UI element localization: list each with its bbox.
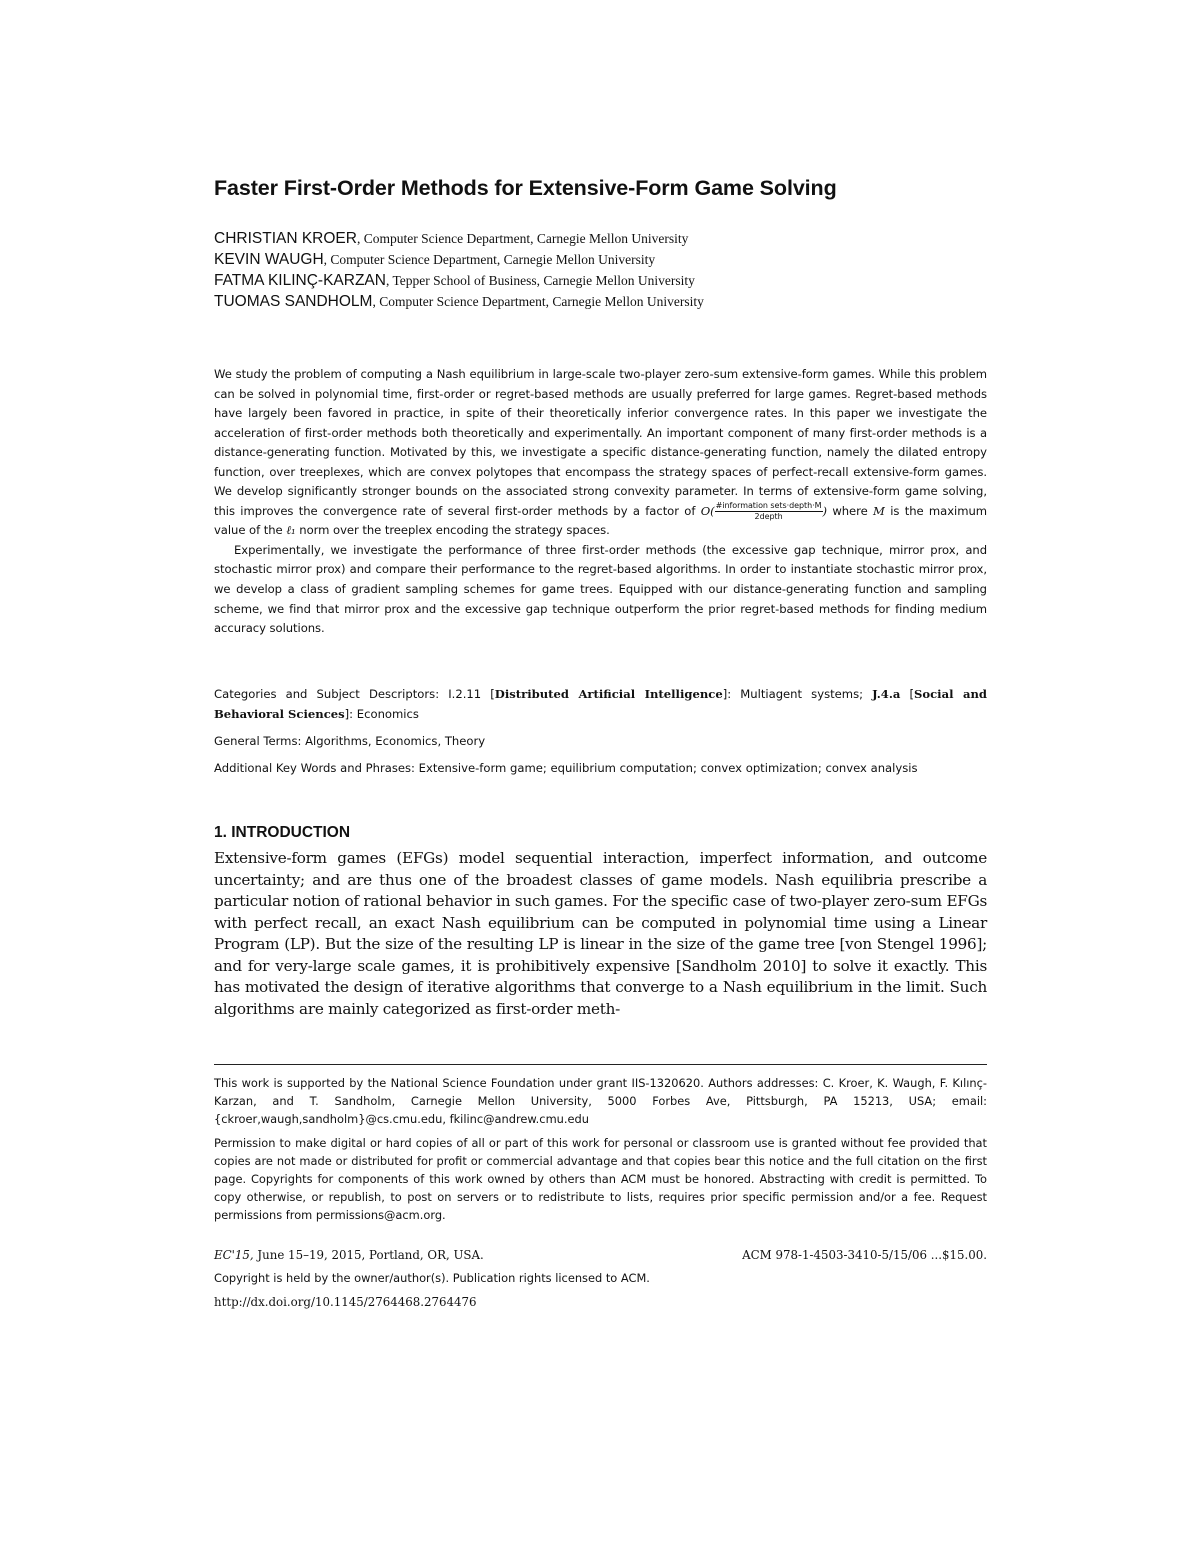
fraction-numerator: #information sets·depth·M xyxy=(715,500,822,510)
author-name: KEVIN WAUGH xyxy=(214,251,324,268)
paper-title: Faster First-Order Methods for Extensive-Form Game Solving xyxy=(214,176,837,200)
author-affiliation: , Computer Science Department, Carnegie Mellon University xyxy=(372,294,704,309)
venue-name: EC'15, xyxy=(214,1248,254,1262)
author-name: FATMA KILINÇ-KARZAN xyxy=(214,272,386,289)
complexity-fraction xyxy=(715,502,823,521)
close-paren: ) xyxy=(822,503,827,518)
abstract-text: norm over the treeplex encoding the strategy spaces. xyxy=(295,523,610,538)
author-line xyxy=(214,270,994,291)
author-name: CHRISTIAN KROER xyxy=(214,230,357,247)
author-affiliation: , Computer Science Department, Carnegie Mellon University xyxy=(356,231,689,246)
categories-text: [ xyxy=(900,687,915,701)
author-list xyxy=(214,228,994,312)
l1-norm-symbol: ℓ₁ xyxy=(286,523,296,538)
venue-details: June 15–19, 2015, Portland, OR, USA. xyxy=(253,1248,484,1262)
author-line xyxy=(214,249,994,270)
category-name: Distributed Artificial Intelligence xyxy=(494,687,723,701)
footnote-permission xyxy=(214,1134,987,1224)
keywords: Additional Key Words and Phrases: Extensive-form game; equilibrium computation; convex optimization; convex analysis xyxy=(214,761,918,775)
author-affiliation: , Tepper School of Business, Carnegie Mellon University xyxy=(385,273,695,288)
category-code: J.4.a xyxy=(872,687,901,701)
math-variable-m: M xyxy=(873,503,885,518)
footnote-divider xyxy=(214,1064,987,1065)
categories-text: Categories and Subject Descriptors: I.2.11 [ xyxy=(214,687,495,701)
categories-text: ]: Economics xyxy=(344,706,419,721)
abstract-text: where xyxy=(826,503,874,518)
category-name: Social and Behavioral Sciences xyxy=(214,687,987,721)
abstract-text: We study the problem of computing a Nash equilibrium in large-scale two-player zero-sum extensive-form games. While this problem can be solved in polynomial time, first-order or regret-based methods are usually preferred for large games. Regret-based methods have largely been favored in practice, in spite of their theoretically inferior convergence rates. In this paper we investigate the acceleration of first-order methods both theoretically and experimentally. An important component of many first-order methods is a distance-generating function. Motivated by this, we investigate a specific distance-generating function, namely the dilated entropy function, over treeplexes, which are convex polytopes that encompass the strategy spaces of perfect-recall extensive-form games. We develop significantly stronger bounds on the associated strong convexity parameter. In terms of extensive-form game solving, this improves the convergence rate of several first-order methods by a factor of xyxy=(214,367,987,518)
categories-text: ]: Multiagent systems; xyxy=(722,687,873,701)
introduction-text: Extensive-form games (EFGs) model sequential interaction, imperfect information, and outcome uncertainty; and are thus one of the broadest classes of game models. Nash equilibria prescribe a particular notion of rational behavior in such games. For the specific case of two-player zero-sum EFGs with perfect recall, an exact Nash equilibrium can be computed in polynomial time using a Linear Program (LP). But the size of the resulting LP is linear in the size of the game tree [von Stengel 1996]; and for very-large scale games, it is prohibitively expensive [Sandholm 2010] to solve it exactly. This has motivated the design of iterative algorithms that converge to a Nash equilibrium in the limit. Such algorithms are mainly categorized as first-order meth- xyxy=(214,849,987,1018)
author-line xyxy=(214,291,994,312)
section-heading: 1. INTRODUCTION xyxy=(214,824,351,841)
footnote-text: Permission to make digital or hard copies of all or part of this work for personal or classroom use is granted without fee provided that copies are not made or distributed for profit or commercial advantage and that copies bear this notice and the full citation on the first page. Copyrights for components of this work owned by others than ACM must be honored. Abstracting with credit is permitted. To copy otherwise, or republish, to post on servers or to redistribute to lists, requires prior specific permission and/or a fee. Request permissions from permissions@acm.org. xyxy=(214,1136,987,1222)
author-name: TUOMAS SANDHOLM xyxy=(214,293,373,310)
abstract-text: is the maximum value of the xyxy=(214,503,987,538)
abstract-paragraph: Experimentally, we investigate the performance of three first-order methods (the excessive gap technique, mirror prox, and stochastic mirror prox) and compare their performance to the regret-based algorithms. In order to instantiate stochastic mirror prox, we develop a class of gradient sampling schemes for game trees. Equipped with our distance-generating function and sampling scheme, we find that mirror prox and the excessive gap technique outperform the prior regret-based methods for finding medium accuracy solutions. xyxy=(214,542,987,636)
ccs-categories xyxy=(214,685,987,724)
venue-line xyxy=(214,1246,987,1264)
copyright-notice: Copyright is held by the owner/author(s). Publication rights licensed to ACM. xyxy=(214,1271,650,1285)
footnote-text: This work is supported by the National Science Foundation under grant IIS-1320620. Authors addresses: C. Kroer, K. Waugh, F. Kılınç-Karzan, and T. Sandholm, Carnegie Mellon University, 5000 Forbes Ave, Pittsburgh, PA 15213, USA; email: {ckroer,waugh,sandholm}@cs.cmu.edu, fkilinc@andrew.cmu.edu xyxy=(214,1076,987,1126)
general-terms: General Terms: Algorithms, Economics, Theory xyxy=(214,734,486,748)
author-affiliation: , Computer Science Department, Carnegie Mellon University xyxy=(323,252,656,267)
footnote-support xyxy=(214,1074,987,1128)
fraction-denominator: 2depth xyxy=(754,511,783,521)
acm-code: ACM 978-1-4503-3410-5/15/06 ...$15.00. xyxy=(742,1248,987,1262)
big-o-notation: O( xyxy=(700,503,715,518)
abstract-paragraph xyxy=(214,365,987,541)
doi-link[interactable]: http://dx.doi.org/10.1145/2764468.2764476 xyxy=(214,1295,477,1309)
abstract xyxy=(214,365,987,639)
author-line xyxy=(214,228,994,249)
